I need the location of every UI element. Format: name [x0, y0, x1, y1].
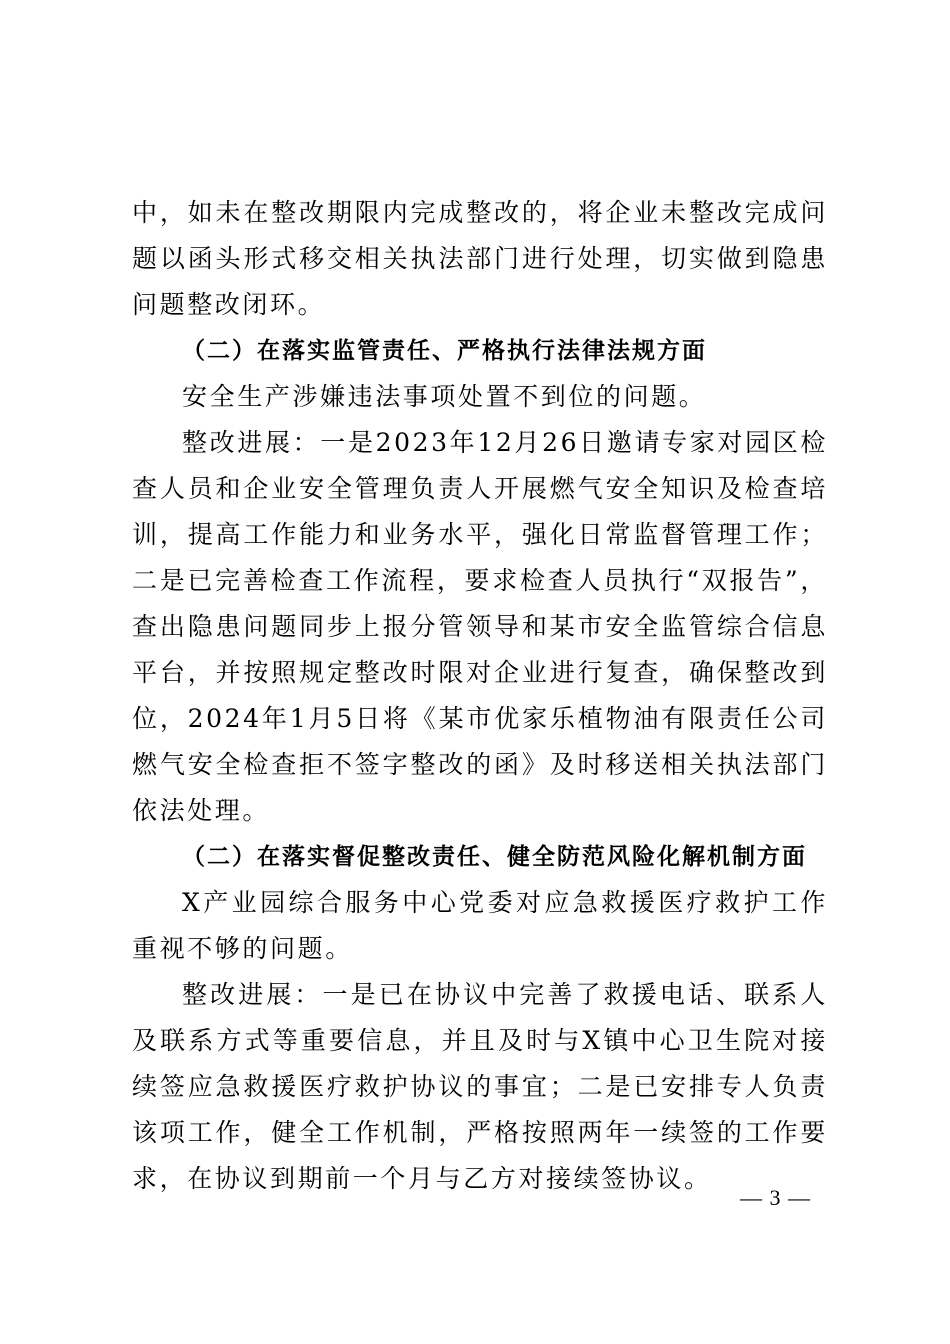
paragraph-continuation: 中，如未在整改期限内完成整改的，将企业未整改完成问题以函头形式移交相关执法部门进行处理，切实做到隐患问题整改闭环。: [132, 198, 828, 319]
page-number: — 3 —: [740, 1185, 811, 1210]
section-heading-risk-mechanism: （二）在落实督促整改责任、健全防范风险化解机制方面: [182, 843, 807, 870]
rectification-progress-2: 整改进展：一是已在协议中完善了救援电话、联系人及联系方式等重要信息，并且及时与X镇中心卫生院对接续签应急救援医疗救护协议的事宜；二是已安排专人负责该项工作，健全工作机制，严格按照两年一续签的工作要求，在协议到期前一个月与乙方对接续签协议。: [132, 980, 828, 1193]
issue-statement-illegal-matters: 安全生产涉嫌违法事项处置不到位的问题。: [182, 382, 707, 411]
section-heading-supervision: （二）在落实监管责任、严格执行法律法规方面: [182, 337, 707, 364]
rectification-progress-1: 整改进展：一是2023年12月26日邀请专家对园区检查人员和企业安全管理负责人开展燃气安全知识及检查培训，提高工作能力和业务水平，强化日常监督管理工作；二是已完善检查工作流程，要求检查人员执行“双报告”，查出隐患问题同步上报分管领导和某市安全监管综合信息平台，并按照规定整改时限对企业进行复查，确保整改到位，2024年1月5日将《某市优家乐植物油有限责任公司燃气安全检查拒不签字整改的函》及时移送相关执法部门依法处理。: [132, 428, 828, 825]
issue-statement-medical-rescue: X产业园综合服务中心党委对应急救援医疗救护工作重视不够的问题。: [132, 888, 828, 963]
document-body: [132, 190, 828, 1202]
